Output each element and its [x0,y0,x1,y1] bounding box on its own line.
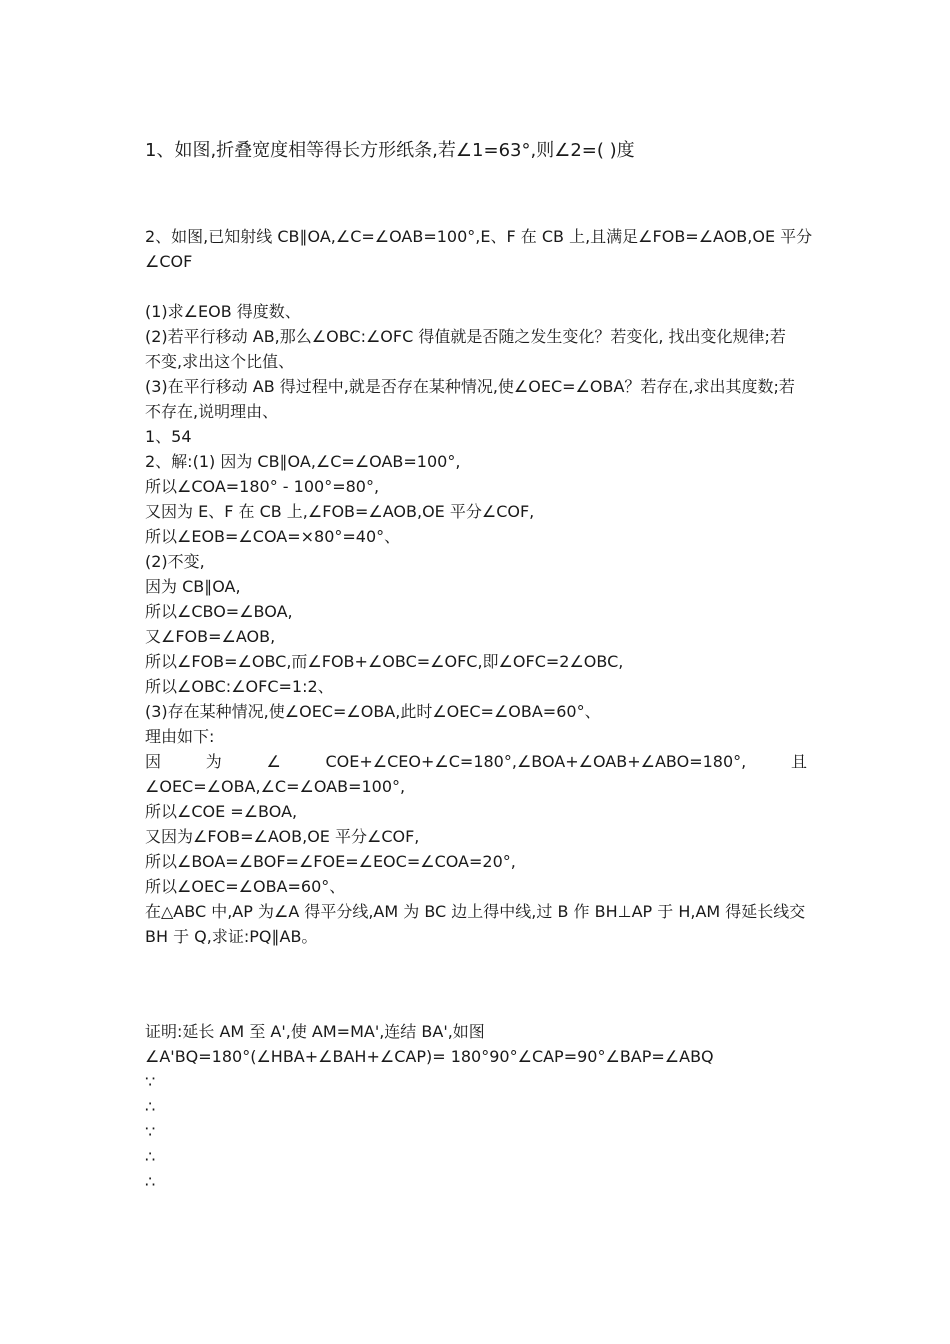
solution-line: 所以∠COA=180° - 100°=80°, [145,477,380,496]
justified-solution-line [145,749,807,774]
solution-line: ∠OEC=∠OBA,∠C=∠OAB=100°, [145,777,406,796]
text-fragment: ∠ [266,752,281,771]
question-2-part-3b: 不存在,说明理由、 [145,402,279,421]
proof-line: 证明:延长 AM 至 A',使 AM=MA',连结 BA',如图 [145,1022,485,1041]
because-symbol: ∵ [145,1072,156,1091]
text-fragment: 且 [790,752,807,771]
solution-line: 所以∠BOA=∠BOF=∠FOE=∠EOC=∠COA=20°, [145,852,516,871]
solution-line: 所以∠OBC:∠OFC=1:2、 [145,677,334,696]
question-2-line-1: 2、如图,已知射线 CB∥OA,∠C=∠OAB=100°,E、F 在 CB 上,且满足∠FOB=∠AOB,OE 平分 [145,227,813,246]
solution-line: 2、解:(1) 因为 CB∥OA,∠C=∠OAB=100°, [145,452,461,471]
therefore-symbol: ∴ [145,1172,156,1191]
therefore-symbol: ∴ [145,1147,156,1166]
question-2-part-2b: 不变,求出这个比值、 [145,352,295,371]
text-fragment: 为 [205,752,222,771]
solution-line: 所以∠FOB=∠OBC,而∠FOB+∠OBC=∠OFC,即∠OFC=2∠OBC, [145,652,624,671]
question-3-line-1: 在△ABC 中,AP 为∠A 得平分线,AM 为 BC 边上得中线,过 B 作 BH⊥AP 于 H,AM 得延长线交 [145,902,806,921]
solution-line: 所以∠COE =∠BOA, [145,802,298,821]
solution-line: 理由如下: [145,727,215,746]
text-fragment: 因 [145,752,162,771]
solution-line: 所以∠EOB=∠COA=×80°=40°、 [145,527,401,546]
because-symbol: ∵ [145,1122,156,1141]
question-1: 1、如图,折叠宽度相等得长方形纸条,若∠1=63°,则∠2=( )度 [145,140,635,161]
text-fragment: COE+∠CEO+∠C=180°,∠BOA+∠OAB+∠ABO=180°, [325,752,747,771]
solution-line: 因为 CB∥OA, [145,577,241,596]
solution-line: 又∠FOB=∠AOB, [145,627,276,646]
solution-line: 又因为 E、F 在 CB 上,∠FOB=∠AOB,OE 平分∠COF, [145,502,535,521]
question-3-line-2: BH 于 Q,求证:PQ∥AB。 [145,927,318,946]
proof-line: ∠A'BQ=180°(∠HBA+∠BAH+∠CAP)= 180°90°∠CAP=90°∠BAP=∠ABQ [145,1047,714,1066]
question-2-part-3a: (3)在平行移动 AB 得过程中,就是否存在某种情况,使∠OEC=∠OBA？若存在,求出其度数;若 [145,377,795,396]
solution-line: 所以∠CBO=∠BOA, [145,602,293,621]
solution-line: (2)不变, [145,552,205,571]
question-2-part-1: (1)求∠EOB 得度数、 [145,302,301,321]
question-2-part-2a: (2)若平行移动 AB,那么∠OBC:∠OFC 得值就是否随之发生变化？若变化, 找出变化规律;若 [145,327,786,346]
question-2-line-2: ∠COF [145,252,193,271]
therefore-symbol: ∴ [145,1097,156,1116]
solution-line: (3)存在某种情况,使∠OEC=∠OBA,此时∠OEC=∠OBA=60°、 [145,702,601,721]
solution-line: 又因为∠FOB=∠AOB,OE 平分∠COF, [145,827,420,846]
solution-line: 所以∠OEC=∠OBA=60°、 [145,877,346,896]
answer-1: 1、54 [145,427,192,446]
